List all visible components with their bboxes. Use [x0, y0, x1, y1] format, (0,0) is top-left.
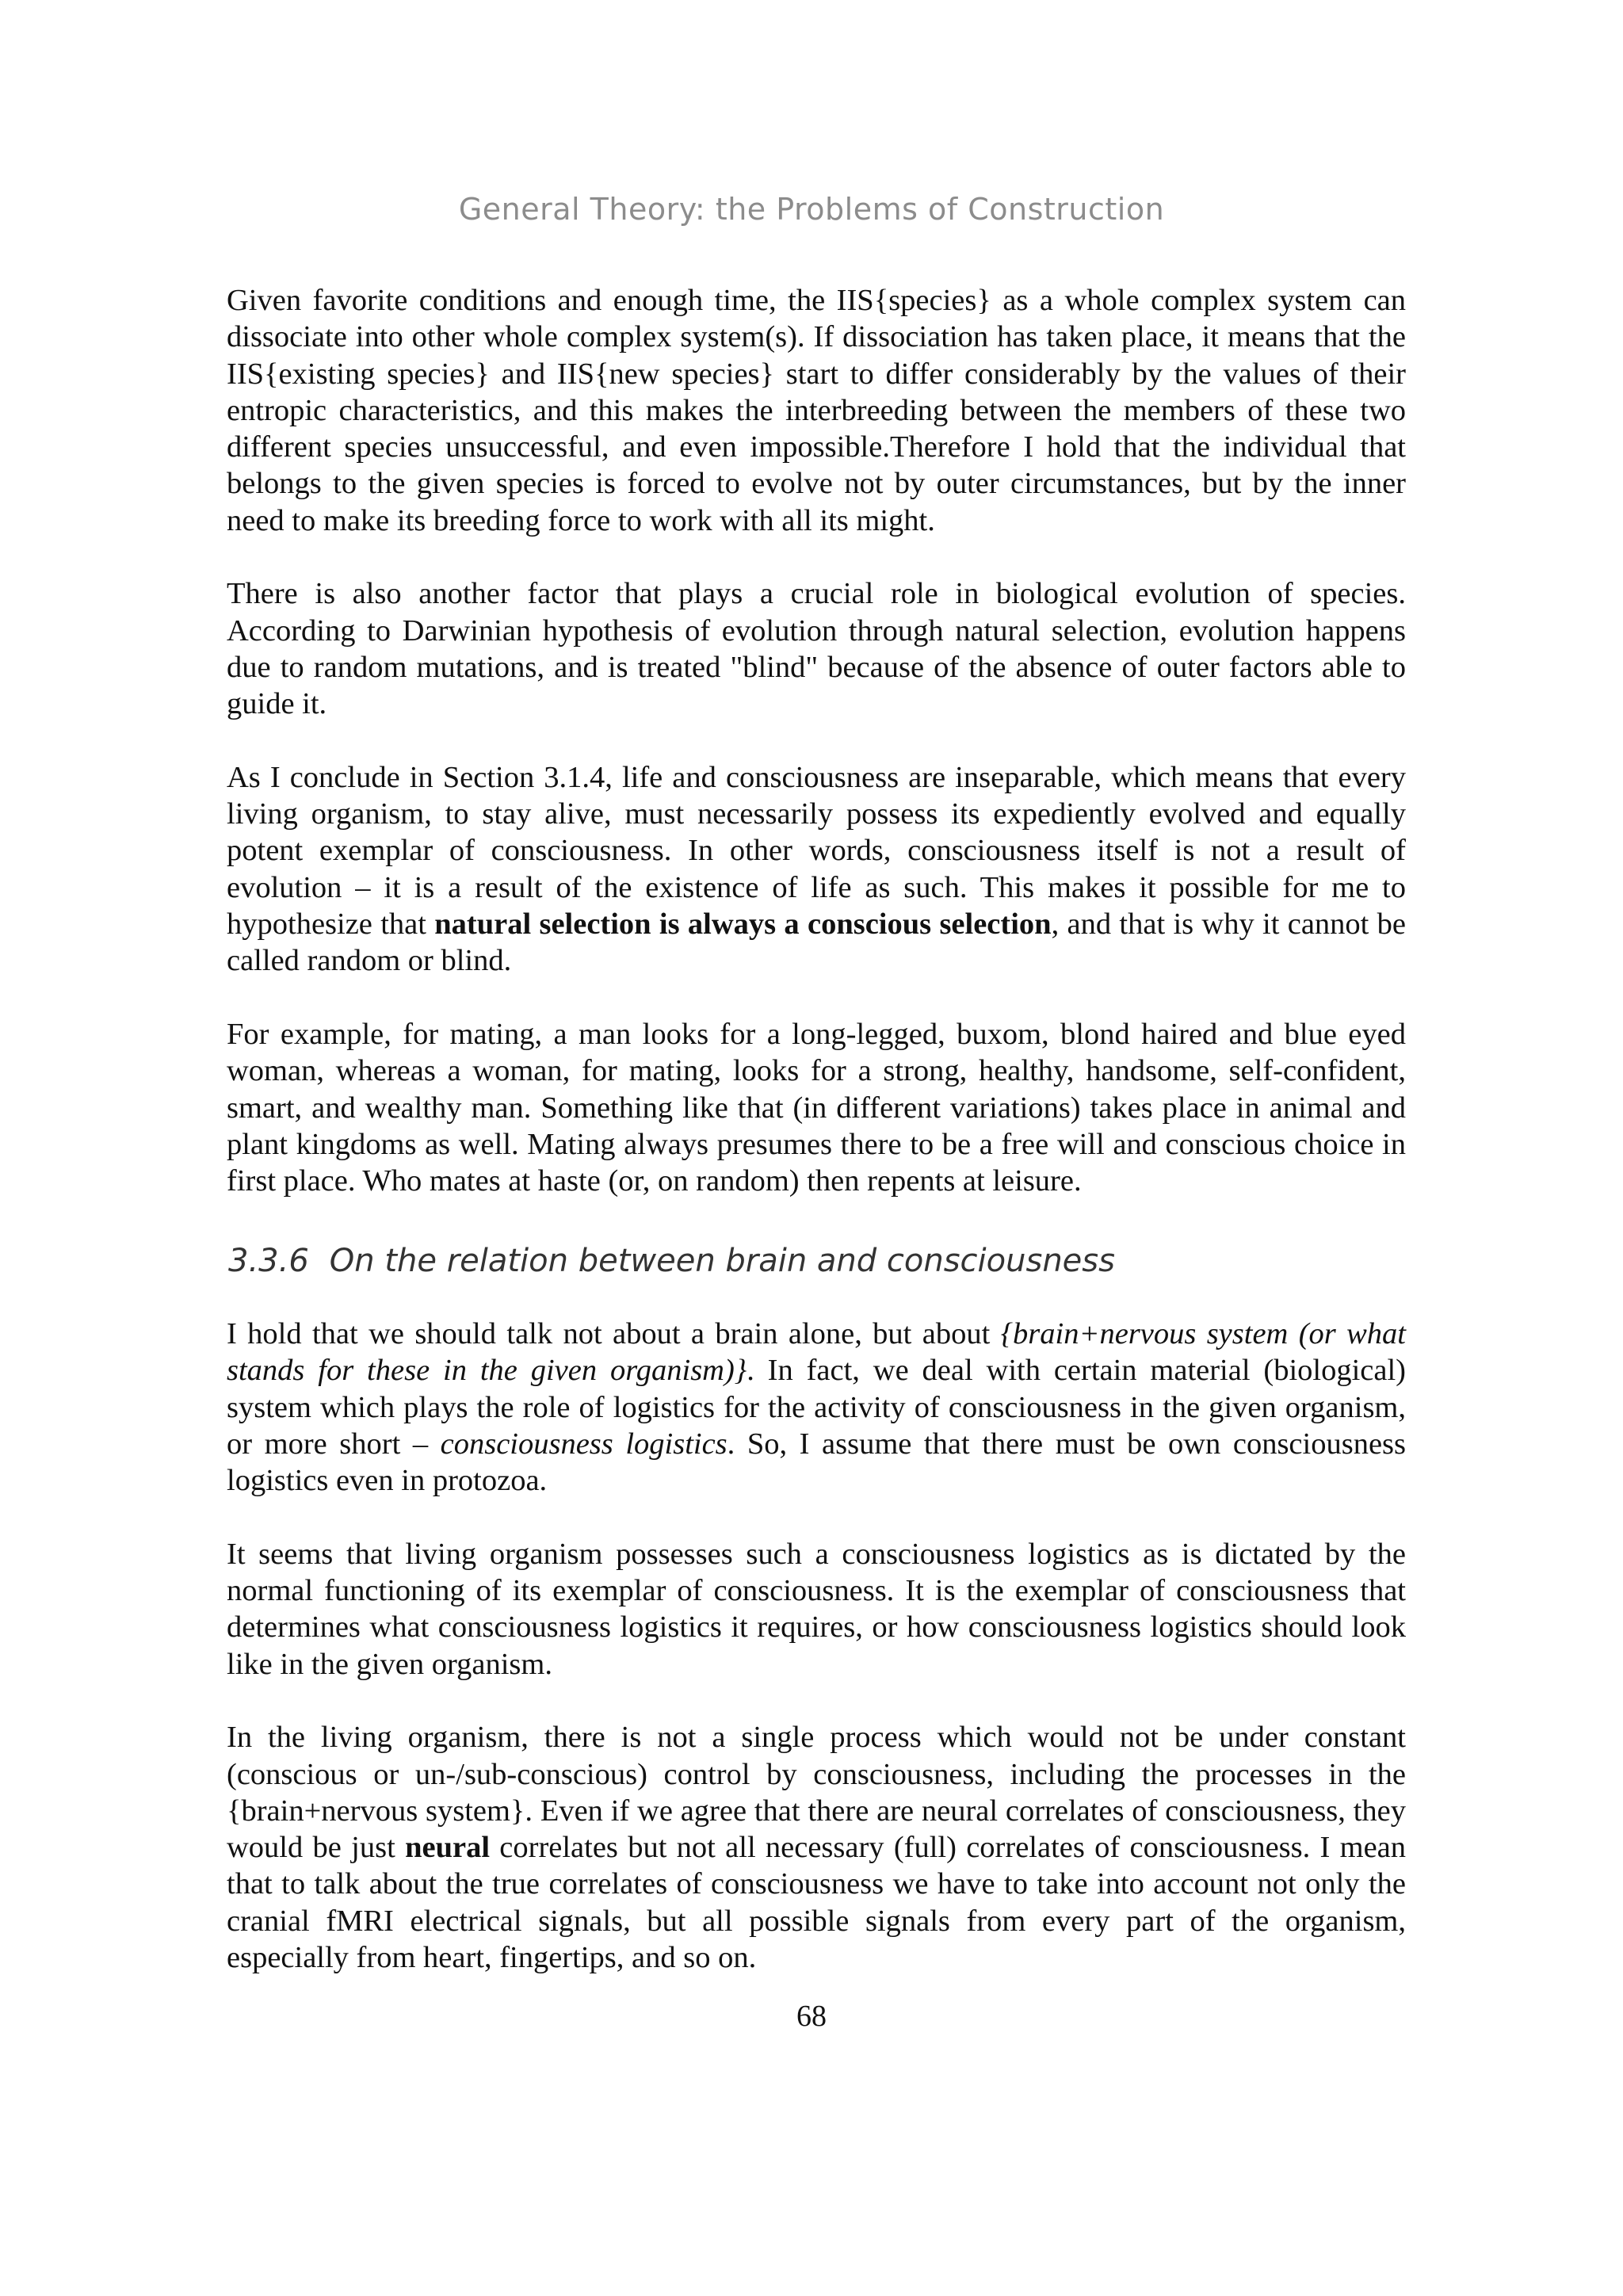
paragraph-4: For example, for mating, a man looks for a long-legged, buxom, blond haired and blue eyed woman, whereas a woman, for mating, looks for a strong, healthy, handsome, self-confident, smart, and wealthy man. Something like that (in different variations) takes place in animal and plant kingdoms as well. Mating always presumes there to be a free will and conscious choice in first place. Who mates at haste (or, on random) then repents at leisure.	[227, 1017, 1406, 1198]
paragraph-7-text-b: correlates but not all necessary (full) correlates of consciousness. I mean that to talk about the true correlates of consciousness we have to take into account not only the cranial fMRI electrical signals, but all possible signals from every part of the organism, especially from heart, fingertips, and so on.	[227, 1831, 1406, 1975]
paragraph-5-text-a: I hold that we should talk not about a brain alone, but about	[227, 1317, 1001, 1350]
paragraph-3	[227, 759, 1406, 980]
paragraph-7-bold: neural	[405, 1831, 491, 1865]
paragraph-3-text-a: As I conclude in Section 3.1.4, life and consciousness are inseparable, which means that every living organism, to stay alive, must necessarily possess its expediently evolved and equally potent exemplar of consciousness. In other words, consciousness itself is not a result of evolution – it is a result of the existence of life as such. This makes it possible for me to hypothesize that	[227, 760, 1406, 942]
body-text-lower	[227, 1316, 1406, 1976]
paragraph-3-text-b: , and that is why it cannot be called random or blind.	[227, 907, 1407, 978]
paragraph-1: Given favorite conditions and enough time, the IIS{species} as a whole complex system can dissociate into other whole complex system(s). If dissociation has taken place, it means that the IIS{existing species} and IIS{new species} start to differ considerably by the values of their entropic characteristics, and this makes the interbreeding between the members of these two different species unsuccessful, and even impossible.Therefore I hold that the individual that belongs to the given species is forced to evolve not by outer circumstances, but by the inner need to make its breeding force to work with all its might.	[227, 284, 1406, 537]
paragraph-6: It seems that living organism possesses such a consciousness logistics as is dictated by the normal functioning of its exemplar of consciousness. It is the exemplar of consciousness that determines what consciousness logistics it requires, or how consciousness logistics should look like in the given organism.	[227, 1537, 1406, 1681]
paragraph-5-italic-b: consciousness logistics	[440, 1427, 727, 1461]
section-title: On the relation between brain and consciousness	[329, 1243, 1115, 1279]
body-text-upper	[227, 282, 1406, 1199]
paragraph-3-bold: natural selection is always a conscious selection	[434, 907, 1052, 942]
section-number: 3.3.6	[228, 1243, 309, 1279]
running-header: General Theory: the Problems of Construction	[458, 192, 1165, 227]
paragraph-7-text-a: In the living organism, there is not a single process which would not be under constant (conscious or un-/sub-conscious) control by consciousness, including the processes in the {brain+nervous system}. Even if we agree that there are neural correlates of consciousness, they would be just	[227, 1721, 1406, 1865]
section-heading	[228, 1243, 1115, 1279]
paragraph-5-text-c: . So, I assume that there must be own consciousness logistics even in protozoa.	[227, 1427, 1406, 1498]
page-number: 68	[796, 2000, 827, 2033]
paragraph-5-text-b: . In fact, we deal with certain material (biological) system which plays the role of logistics for the activity of consciousness in the given organism, or more short –	[227, 1354, 1406, 1461]
paragraph-7	[227, 1719, 1406, 1976]
paragraph-5-italic-a: {brain+nervous system (or what stands for these in the given organism)}	[227, 1317, 1406, 1388]
paragraph-5	[227, 1316, 1406, 1499]
paragraph-2: There is also another factor that plays a crucial role in biological evolution of species. According to Darwinian hypothesis of evolution through natural selection, evolution happens due to random mutations, and is treated "blind" because of the absence of outer factors able to guide it.	[227, 577, 1406, 721]
